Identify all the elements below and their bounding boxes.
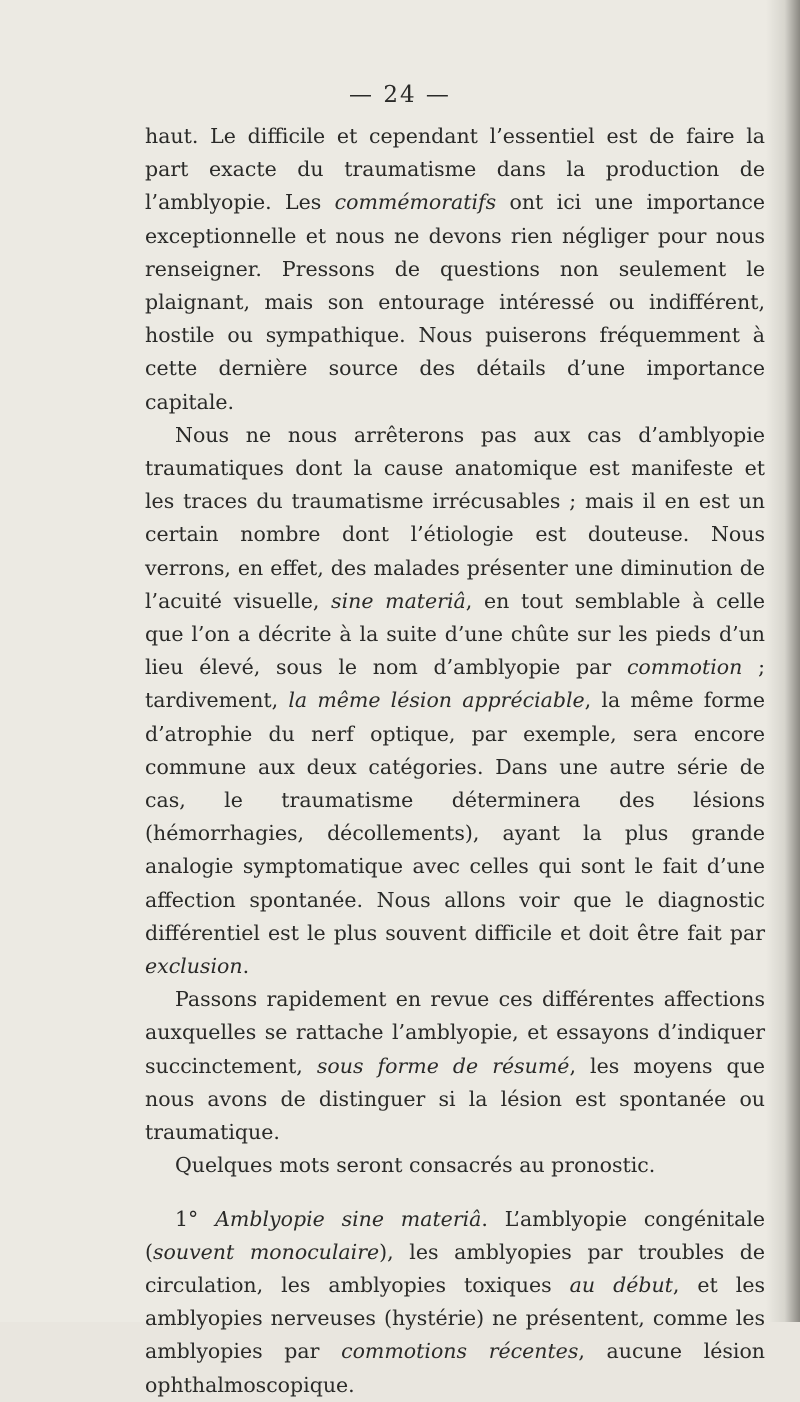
paragraph-4 (145, 1149, 765, 1182)
paragraph-1 (145, 120, 765, 419)
italic-text: exclusion (145, 954, 243, 979)
italic-text: sous forme de résumé (316, 1053, 570, 1078)
text-run: ont ici une importance exceptionnelle et nous ne devons rien négliger pour nous renseigner. Pressons de questions non seulement le plaignant, mais son entourage intéressé ou indifférent, hostile ou sympathique. Nous puiserons fréquemment à cette dernière source des détails d’une importance capitale. (145, 190, 765, 414)
text-run: 1° (175, 1206, 216, 1231)
paragraph-3 (145, 983, 765, 1149)
text-run: Nous ne nous arrêterons pas aux cas d’amblyopie traumatiques dont la cause anatomique est manifeste et les traces du traumatisme irrécusables ; mais il en est un certain nombre dont l’étiologie est douteuse. Nous verrons, en effet, des malades présenter une diminution de l’acuité visuelle, (145, 422, 765, 613)
italic-text: commémoratifs (334, 190, 497, 215)
paragraph-2 (145, 419, 765, 983)
italic-text: souvent monoculaire (153, 1239, 380, 1264)
text-run: haut. Le difficile et cependant l’essentiel est de faire la part exacte du traumatisme dans la production de l’amblyopie. Les (145, 124, 765, 215)
italic-text: au début (569, 1272, 673, 1297)
italic-text: commotion (626, 655, 743, 680)
text-run: , la même forme d’atrophie du nerf optique, par exemple, sera encore commune aux deux catégories. Dans une autre série de cas, le traumatisme déterminera des lésions (hémorrhagies, décollements), ayant la plus grande analogie symptomatique avec celles qui sont le fait d’une affection spontanée. Nous allons voir que le diagnostic différentiel est le plus souvent difficile et doit être fait par (145, 688, 765, 945)
paragraph-5 (145, 1203, 765, 1402)
italic-text: commotions récentes (341, 1339, 579, 1364)
text-run: ; tardivement, (145, 655, 765, 713)
text-run: , aucune lésion ophthalmoscopique. (145, 1339, 765, 1397)
text-run: , et les amblyopies nerveuses (hystérie) ne présentent, comme les amblyopies par (145, 1272, 765, 1364)
text-run: Quelques mots seront consacrés au pronostic. (175, 1153, 656, 1178)
text-run: ), les amblyopies par troubles de circulation, les amblyopies toxiques (145, 1239, 765, 1297)
text-run: . (242, 954, 250, 979)
italic-text: la même lésion appréciable (288, 688, 585, 713)
body-text (145, 120, 765, 1402)
page-edge-shadow (766, 0, 800, 1322)
page-number: — 24 — (349, 82, 451, 108)
text-run: , les moyens que nous avons de distinguer si la lésion est spontanée ou traumatique. (145, 1053, 766, 1145)
italic-text: sine materiâ (331, 588, 466, 613)
italic-text: Amblyopie sine materiâ (215, 1206, 482, 1231)
text-run: , en tout semblable à celle que l’on a décrite à la suite d’une chûte sur les pieds d’un lieu élevé, sous le nom d’amblyopie par (145, 588, 765, 680)
text-run: Passons rapidement en revue ces différentes affections auxquelles se rattache l’amblyopie, et essayons d’indiquer succinctement, (145, 987, 765, 1078)
text-run: . L’amblyopie congénitale ( (145, 1206, 766, 1264)
